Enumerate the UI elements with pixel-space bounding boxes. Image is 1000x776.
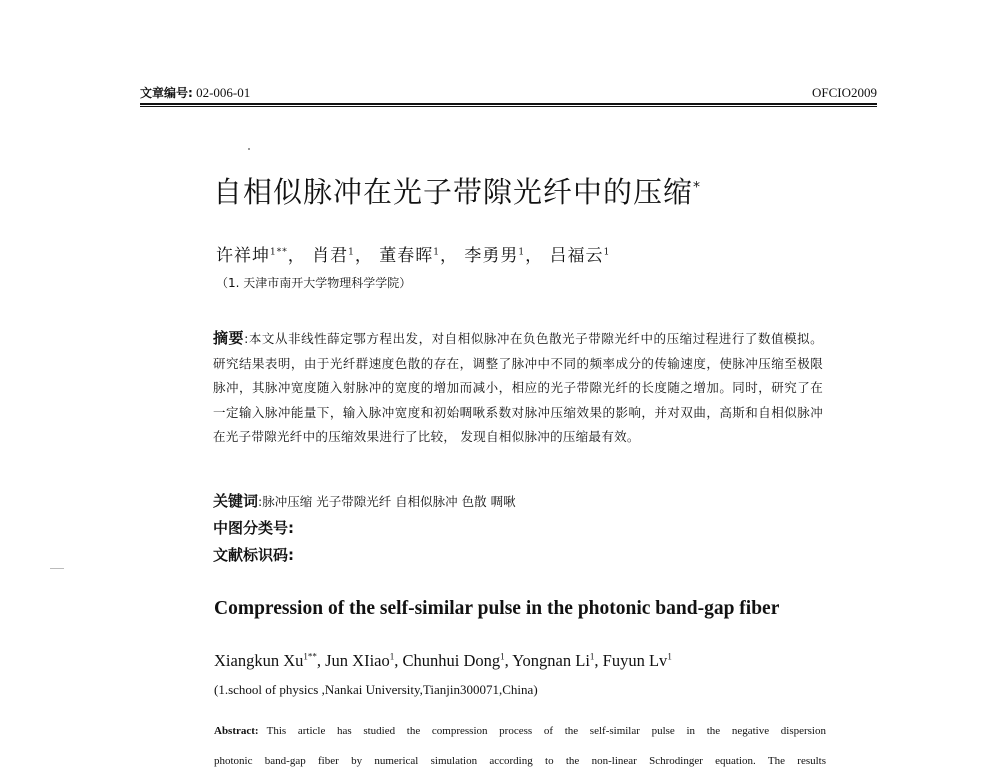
en-author (603, 651, 672, 670)
cn-author (379, 246, 458, 266)
en-abstract-line: photonic band-gap fiber by numerical simulation according to the non-linear Schrodinger equation. The results (214, 755, 826, 767)
en-author-name: Jun XIiao (325, 651, 390, 670)
cn-author-name: 吕福云 (549, 246, 604, 266)
en-affiliation: (1.school of physics ,Nankai University,Tianjin300071,China) (214, 682, 538, 697)
en-author (403, 651, 513, 670)
article-number-label: 文章编号: (140, 86, 193, 100)
scan-speck (248, 148, 250, 150)
en-abstract-label: Abstract: (214, 725, 259, 737)
en-author-sep: , (594, 651, 603, 670)
cn-author-sep: ， (440, 246, 459, 266)
conference-code: OFCIO2009 (811, 85, 877, 100)
en-author-name: Xiangkun Xu (214, 651, 304, 670)
en-abstract-line (214, 716, 826, 746)
cn-author-name: 肖君 (312, 246, 349, 266)
cn-author-affil-mark: 1** (270, 247, 288, 258)
cn-title-footnote-mark: * (693, 179, 702, 196)
cn-author (550, 246, 611, 266)
cn-abstract-text: :本文从非线性薛定鄂方程出发，对自相似脉冲在负色散光子带隙光纤中的压缩过程进行了数值模拟。研究结果表明，由于光纤群速度色散的存在，调整了脉冲中不同的频率成分的传输速度，使脉冲压缩至极限脉冲，其脉冲宽度随入射脉冲的宽度的增加而减小，相应的光子带隙光纤的长度随之增加。同时，研究了在一定输入脉冲能量下，输入脉冲宽度和初始啁啾系数对脉冲压缩效果的影响，并对双曲，高斯和自相似脉冲在光子带隙光纤中的压缩效果进行了比较， 发现自相似脉冲的压缩最有效。 (213, 331, 823, 444)
cn-author-sep: ， (287, 246, 306, 266)
en-abstract-text-1: This article has studied the compression process of the self-similar pulse in the negative dispersion (266, 725, 826, 737)
en-title: Compression of the self-similar pulse in the photonic band-gap fiber (214, 598, 780, 619)
en-author-list (214, 651, 672, 671)
cn-author-name: 李勇男 (464, 246, 519, 266)
margin-mark (50, 568, 64, 569)
cn-clc-number (213, 517, 294, 538)
article-number-field (140, 84, 250, 101)
cn-author (312, 246, 373, 266)
cn-document-code (213, 544, 294, 565)
cn-title (213, 170, 701, 211)
article-number: 02-006-01 (196, 85, 251, 100)
en-abstract (214, 716, 826, 776)
cn-author (216, 246, 306, 266)
en-author (512, 651, 602, 670)
en-author-sep: , (316, 651, 326, 670)
cn-doc-code-label: 文献标识码: (213, 546, 294, 564)
cn-author-name: 董春晖 (379, 246, 434, 266)
cn-author-affil-mark: 1 (348, 247, 355, 258)
cn-author-sep: ， (354, 246, 373, 266)
en-author-affil-mark: 1** (303, 651, 317, 662)
cn-author-affil-mark: 1 (603, 247, 611, 258)
en-author-affil-mark: 1 (389, 651, 395, 662)
cn-author-list (216, 241, 610, 266)
cn-keywords (213, 490, 516, 511)
cn-affiliation: （1. 天津市南开大学物理科学学院） (216, 276, 412, 290)
en-author-name: Chunhui Dong (402, 651, 501, 670)
running-header (140, 84, 877, 101)
cn-author-affil-mark: 1 (518, 247, 526, 258)
cn-author-name: 许祥坤 (216, 246, 270, 266)
en-author-affil-mark: 1 (589, 651, 595, 662)
en-author (214, 651, 325, 670)
cn-keywords-label: 关键词 (213, 492, 259, 510)
cn-keywords-text: :脉冲压缩 光子带隙光纤 自相似脉冲 色散 啁啾 (258, 494, 516, 509)
en-author-sep: , (394, 651, 403, 670)
cn-author-sep: ， (525, 246, 544, 266)
header-rule (140, 103, 877, 107)
en-author (325, 651, 402, 670)
en-author-affil-mark: 1 (500, 651, 505, 662)
en-author-name: Fuyun Lv (602, 651, 668, 670)
cn-author (464, 246, 543, 266)
cn-abstract (213, 326, 823, 450)
cn-title-text: 自相似脉冲在光子带隙光纤中的压缩 (213, 175, 694, 209)
cn-abstract-label: 摘要 (213, 329, 245, 347)
en-author-affil-mark: 1 (667, 651, 672, 662)
cn-clc-label: 中图分类号: (213, 519, 294, 537)
cn-author-affil-mark: 1 (433, 247, 441, 258)
en-author-name: Yongnan Li (512, 651, 590, 670)
en-author-sep: , (504, 651, 513, 670)
